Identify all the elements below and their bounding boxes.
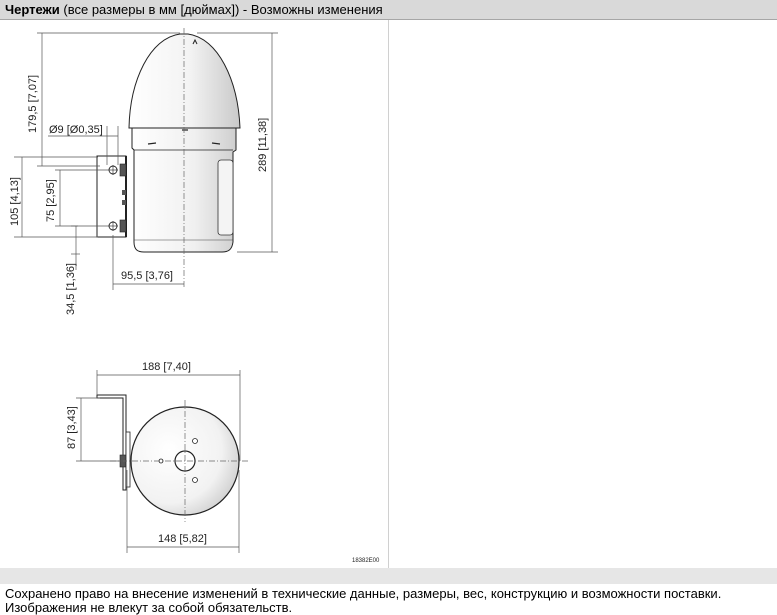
dim-total-height: 289 [11,38] <box>257 117 269 172</box>
separator-band <box>0 568 777 584</box>
top-view <box>66 361 380 564</box>
disclaimer <box>5 587 775 615</box>
dim-hole: Ø9 [Ø0,35] <box>49 124 103 136</box>
dim-bottom-offset: 34,5 [1,36] <box>65 263 77 315</box>
drawing-code: 18382E00 <box>352 558 380 564</box>
header-title-rest: (все размеры в мм [дюймах]) - Возможны изменения <box>59 2 383 17</box>
dim-width: 188 [7,40] <box>142 361 191 373</box>
dim-offset: 87 [3,43] <box>66 406 78 449</box>
bracket-top <box>97 395 126 490</box>
dim-diameter: 148 [5,82] <box>158 533 207 545</box>
disclaimer-line-1: Сохранено право на внесение изменений в технические данные, размеры, вес, конструкцию и возможности поставки. <box>5 586 722 601</box>
empty-panel <box>389 20 777 568</box>
technical-drawing <box>0 20 388 568</box>
section-header <box>0 0 777 20</box>
disclaimer-line-2: Изображения не влекут за собой обязательств. <box>5 600 293 615</box>
side-view <box>9 28 278 315</box>
dim-bracket-height: 105 [4,13] <box>9 177 21 226</box>
header-title-bold: Чертежи <box>5 2 60 17</box>
drawing-panel <box>0 20 389 568</box>
dim-depth: 95,5 [3,76] <box>121 270 173 282</box>
dim-height-top: 179,5 [7,07] <box>27 74 39 133</box>
horn-dome <box>129 34 240 128</box>
dim-hole-spacing: 75 [2,95] <box>45 179 57 222</box>
